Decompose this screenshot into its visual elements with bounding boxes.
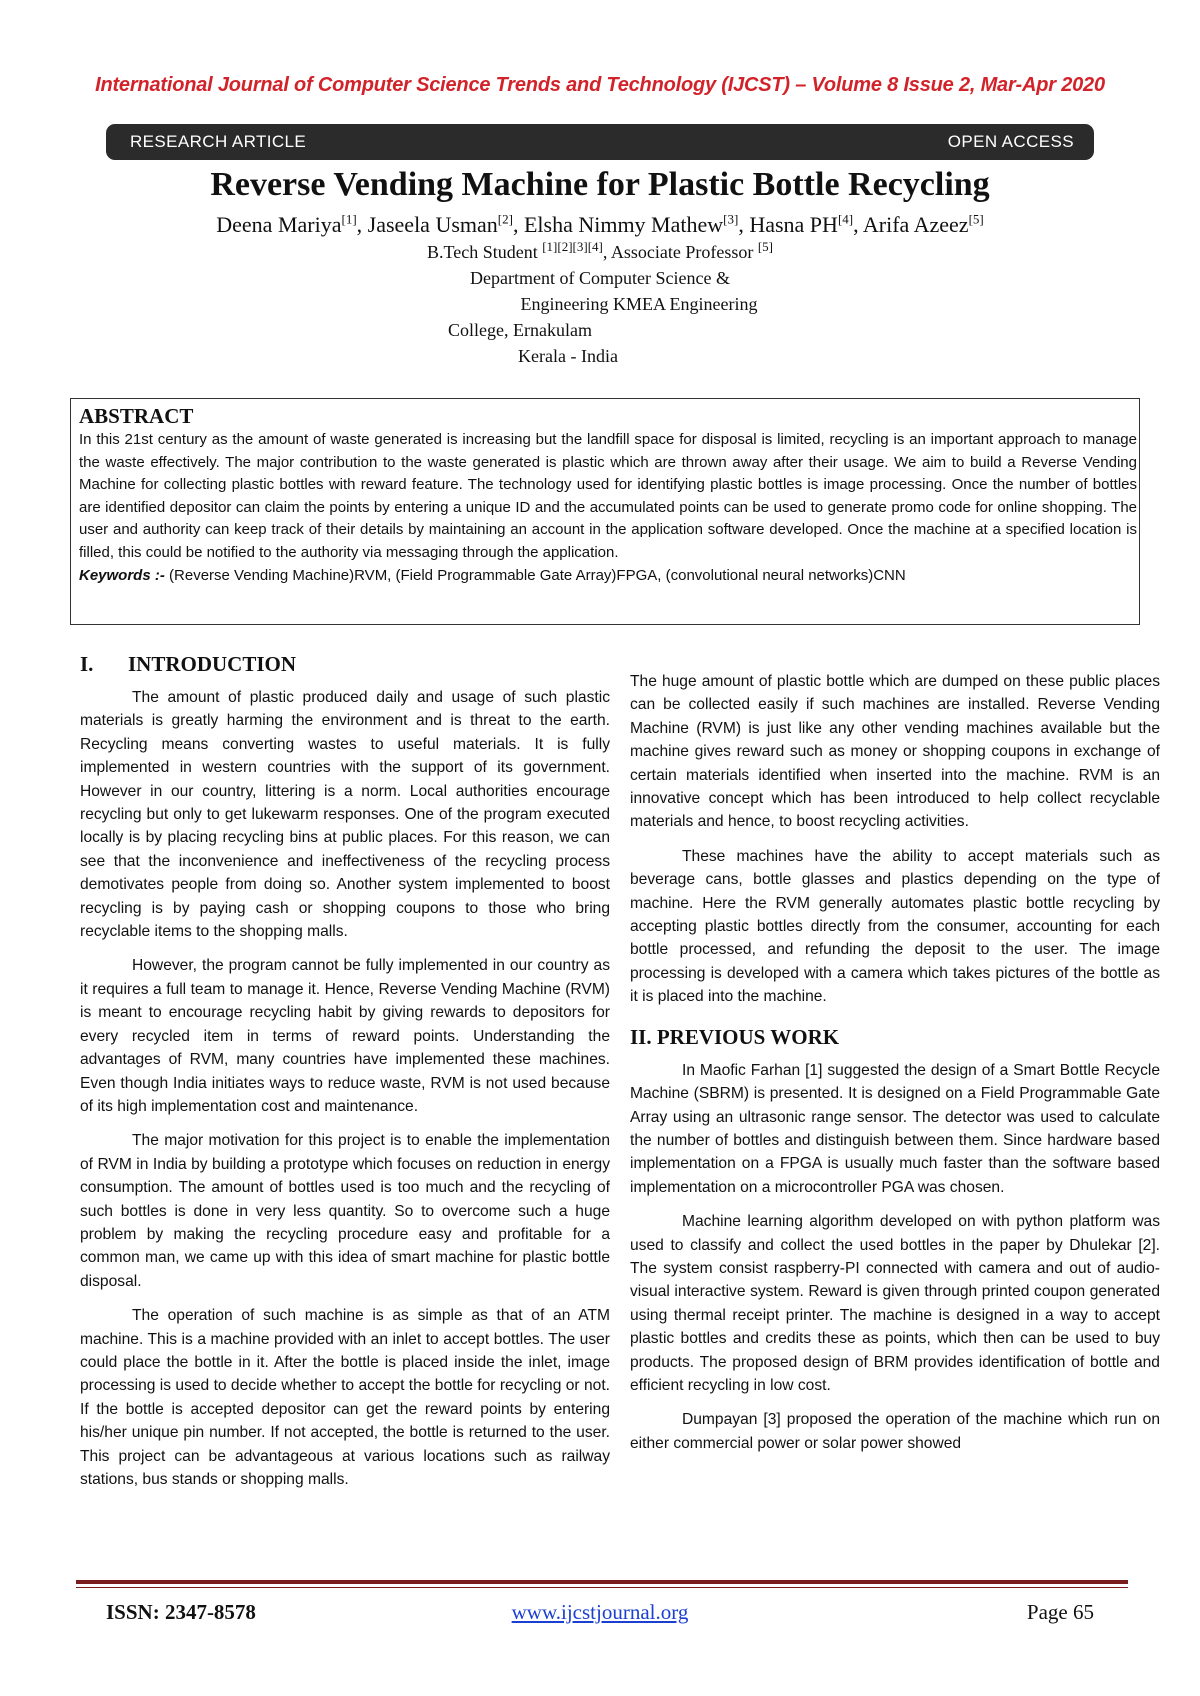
section-number: I. bbox=[80, 652, 94, 676]
author-ref: [2] bbox=[497, 211, 513, 227]
paragraph: The huge amount of plastic bottle which are dumped on these public places can be collected easily if such machines are installed. Reverse Vending Machine (RVM) is just like any other vending machines available but the machine gives reward such as money or shopping coupons in exchange of certain materials identified when inserted into the machine. RVM is an innovative concept which has been introduced to help collect recyclable materials and hence, to boost recycling activities. bbox=[630, 673, 1160, 831]
abstract-text: In this 21st century as the amount of waste generated is increasing but the landfill space for disposal is limited, recycling is an important approach to manage the waste effectively. The major contribution to the waste generated is plastic which are thrown away after their usage. We aim to build a Reverse Vending Machine for collecting plastic bottles with reward feature. The technology used for identifying plastic bottles is image processing. Once the number of bottles are identified depositor can claim the points by entering a unique ID and the accumulated points can be used to generate promo code for online shopping. The user and authority can keep track of their details by maintaining an account in the application software developed. Once the machine at a specified location is filled, this could be notified to the authority via messaging through the application. bbox=[79, 431, 1137, 561]
paragraph: The operation of such machine is as simple as that of an ATM machine. This is a machine provided with an inlet to accept bottles. The user could place the bottle in it. After the bottle is placed inside the inlet, image processing is used to decide whether to accept the bottle for recycling or not. If the bottle is accepted depositor can get the reward points by entering his/her unique pin number. If not accepted, the bottle is returned to the user. This project can be advantageous at various locations such as railway stations, bus stands or shopping malls. bbox=[80, 1307, 610, 1488]
journal-website-link[interactable]: www.ijcstjournal.org bbox=[511, 1600, 689, 1624]
paragraph: The amount of plastic produced daily and usage of such plastic materials is greatly harming the environment and is threat to the earth. Recycling means converting wastes to useful materials. It is fully implemented in western countries with the support of its government. However in our country, littering is a norm. Local authorities encourage recycling but only to get lukewarm responses. One of the program executed locally is by placing recycling bins at public places. For this reason, we can see that the inconvenience and ineffectiveness of the recycling process demotivates people from doing so. Another system implemented to boost recycling is by paying cash or shopping coupons to those who bring recyclable items to the shopping malls. bbox=[80, 689, 610, 941]
paragraph: Machine learning algorithm developed on with python platform was used to classify and collect the used bottles in the paper by Dhulekar [2]. The system consist raspberry-PI connected with camera and out of audio-visual interactive system. Reward is given through printed coupon generated using thermal receipt printer. The machine is designed in a way to accept plastic bottles and credits these as points, which then can be used to buy products. The proposed design of BRM provides identification of bottle and efficient recycling in low cost. bbox=[630, 1213, 1160, 1394]
author-ref: [4] bbox=[837, 211, 854, 227]
article-type-bar bbox=[106, 124, 1094, 160]
author-name: Arifa Azeez bbox=[862, 212, 969, 237]
keywords-text: (Reverse Vending Machine)RVM, (Field Programmable Gate Array)FPGA, (convolutional neural networks)CNN bbox=[164, 566, 906, 584]
left-column bbox=[80, 650, 610, 1502]
section-title: INTRODUCTION bbox=[128, 652, 297, 676]
affiliation-city: College, Ernakulam bbox=[448, 320, 592, 340]
journal-header: International Journal of Computer Science Trends and Technology (IJCST) – Volume 8 Issue 2, Mar-Apr 2020 bbox=[95, 74, 1105, 96]
affiliation-roles bbox=[0, 239, 1200, 263]
page-footer bbox=[106, 1600, 1094, 1630]
page-number: Page 65 bbox=[1026, 1600, 1094, 1624]
author-name: Deena Mariya bbox=[216, 212, 342, 237]
author-ref: [3] bbox=[723, 211, 739, 227]
right-column bbox=[630, 670, 1160, 1466]
affiliation-ref: [1][2][3][4] bbox=[542, 239, 603, 254]
author-name: Elsha Nimmy Mathew bbox=[523, 212, 724, 237]
affiliation-ref: [5] bbox=[757, 239, 774, 254]
paragraph: However, the program cannot be fully implemented in our country as it requires a full team to manage it. Hence, Reverse Vending Machine (RVM) is meant to encourage recycling habit by giving rewards to depositors for every recycled item in terms of reward points. Understanding the advantages of RVM, many countries have implemented these machines. Even though India initiates ways to reduce waste, RVM is not used because of its high implementation cost and maintenance. bbox=[80, 957, 610, 1115]
open-access-label: OPEN ACCESS bbox=[947, 132, 1074, 151]
paragraph: These machines have the ability to accept materials such as beverage cans, bottle glasses and plastics depending on the type of machine. Here the RVM generally automates plastic bottle recycling by accepting plastic bottles directly from the consumer, accounting for each bottle processed, and refunding the deposit to the user. The image processing is developed with a camera which takes pictures of the bottle as it is placed into the machine. bbox=[630, 847, 1160, 1006]
issn: ISSN: 2347-8578 bbox=[106, 1600, 256, 1624]
footer-rule bbox=[76, 1580, 1128, 1584]
keywords-label: Keywords :- bbox=[79, 566, 165, 584]
keywords bbox=[79, 565, 1139, 588]
affiliation-department: Department of Computer Science & bbox=[470, 268, 730, 288]
author-name: Hasna PH bbox=[749, 212, 838, 237]
footer-rule-thin bbox=[76, 1587, 1128, 1588]
article-type-label: RESEARCH ARTICLE bbox=[130, 132, 307, 151]
author-ref: [5] bbox=[968, 211, 984, 227]
author-list: Deena Mariya[1], Jaseela Usman[2], Elsha Nimmy Mathew[3], Hasna PH[4], Arifa Azeez[5] bbox=[216, 211, 984, 237]
affiliation-role-professor: , Associate Professor bbox=[602, 242, 754, 262]
affiliation-role-student: B.Tech Student bbox=[426, 242, 538, 262]
section-heading-previous-work: II. PREVIOUS WORK bbox=[630, 1024, 840, 1049]
section-heading-introduction bbox=[80, 650, 610, 678]
paragraph: The major motivation for this project is to enable the implementation of RVM in India by building a prototype which focuses on reduction in energy consumption. The amount of bottles used is too much and the recycling of such bottles is done in very less quantity. So to overcome such a huge problem by making the recycling procedure easy and profitable for a common man, we came up with this idea of smart machine for plastic bottle disposal. bbox=[80, 1132, 610, 1290]
affiliation-institute: Engineering KMEA Engineering bbox=[520, 294, 758, 314]
affiliation-country: Kerala - India bbox=[518, 346, 618, 366]
author-ref: [1] bbox=[341, 211, 357, 227]
author-name: Jaseela Usman bbox=[367, 212, 498, 237]
paragraph: Dumpayan [3] proposed the operation of the machine which run on either commercial power or solar power showed bbox=[630, 1411, 1160, 1452]
paragraph: In Maofic Farhan [1] suggested the design of a Smart Bottle Recycle Machine (SBRM) is presented. It is designed on a Field Programmable Gate Array using an ultrasonic range sensor. The detector was used to calculate the number of bottles and distinguish between them. Since hardware based implementation on a FPGA is usually much faster than the software based implementation on a microcontroller PGA was chosen. bbox=[630, 1061, 1160, 1196]
paper-title: Reverse Vending Machine for Plastic Bottle Recycling bbox=[210, 166, 990, 203]
abstract-heading: ABSTRACT bbox=[79, 404, 194, 428]
abstract-box bbox=[70, 398, 1140, 625]
